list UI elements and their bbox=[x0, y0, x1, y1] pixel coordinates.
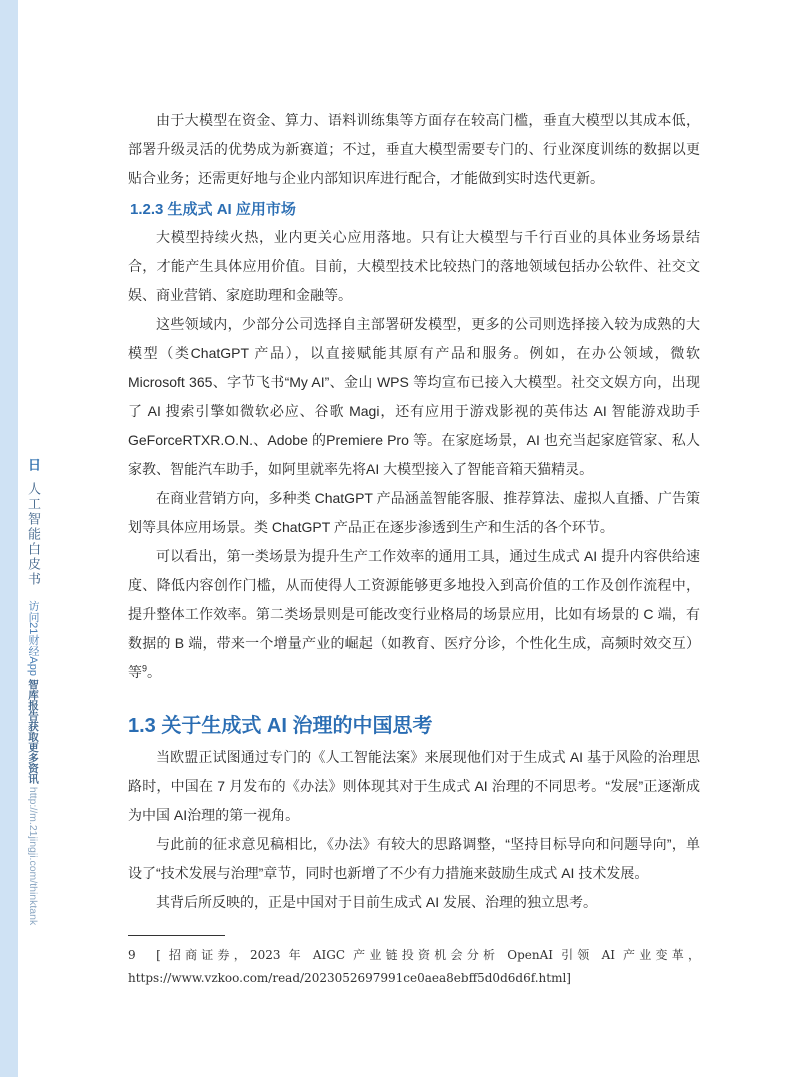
paragraph-end: 。 bbox=[147, 664, 162, 680]
visit-url[interactable]: http://m.21jingji.com/thinktank bbox=[27, 784, 39, 926]
section-heading-1-2-3: 1.2.3 生成式 AI 应用市场 bbox=[130, 201, 296, 218]
footnote-ref[interactable]: 9 bbox=[142, 663, 148, 674]
paragraph-text: 可以看出，第一类场景为提升生产工作效率的通用工具，通过生成式 AI 提升内容供给速度、降低内容创作门槛，从而使得人工资源能够更多地投入到高价值的工作及创作流程中，提升整体工作效率。第二类场景则是可能改变行业格局的场景应用，比如有场景的 C 端，有数据的 B 端，带来一个增量产业的崛起（如教育、医疗分诊，个性化生成，高频时效交互）等 bbox=[128, 548, 700, 680]
paragraph: 当欧盟正试图通过专门的《人工智能法案》来展现他们对于生成式 AI 基于风险的治理思路时，中国在 7 月发布的《办法》则体现其对于生成式 AI 治理的不同思考。“发展”正逐渐成为中国 AI治理的第一视角。 bbox=[128, 749, 700, 823]
paragraph: 其背后所反映的，正是中国对于目前生成式 AI 发展、治理的独立思考。 bbox=[156, 894, 598, 910]
visit-bold-text: 智库报告获取更多资讯 bbox=[27, 679, 39, 784]
publisher-logo: 日 bbox=[26, 458, 41, 471]
paragraph: 由于大模型在资金、算力、语料训练集等方面存在较高门槛，垂直大模型以其成本低，部署升级灵活的优势成为新赛道；不过，垂直大模型需要专门的、行业深度训练的数据以更贴合业务；还需更好地与企业内部知识库进行配合，才能做到实时迭代更新。 bbox=[128, 112, 700, 186]
section-heading-1-3: 1.3 关于生成式 AI 治理的中国思考 bbox=[128, 715, 433, 737]
paragraph: 这些领域内，少部分公司选择自主部署研发模型，更多的公司则选择接入较为成熟的大模型（类ChatGPT 产品），以直接赋能其原有产品和服务。例如，在办公领域，微软 Microsoft 365、字节飞书“My AI”、金山 WPS 等均宣布已接入大模型。社交文娱方向，出现了 AI 搜索引擎如微软必应、谷歌 Magi，还有应用于游戏影视的英伟达 AI 智能游戏助手 GeForceRTXR.O.N.、Adobe 的Premiere Pro 等。在家庭场景，AI 也充当起家庭管家、私人家教、智能汽车助手，如阿里就率先将AI 大模型接入了智能音箱天猫精灵。 bbox=[128, 316, 700, 477]
footnote-divider bbox=[128, 935, 225, 936]
paragraph: 与此前的征求意见稿相比，《办法》有较大的思路调整，“坚持目标导向和问题导向”，单设了“技术发展与治理”章节，同时也新增了不少有力措施来鼓励生成式 AI 技术发展。 bbox=[128, 836, 700, 881]
visit-text: 访问21财经App bbox=[27, 600, 39, 679]
page-body bbox=[128, 106, 700, 990]
footnote: 9 [ 招商证券，2023 年 AIGC 产业链投资机会分析 OpenAI 引领 AI 产业变革，https://www.vzkoo.com/read/2023052697991ce0aea8ebff5d0d6d6f.html] bbox=[128, 948, 700, 985]
side-band bbox=[0, 0, 18, 1077]
paragraph: 在商业营销方向，多种类 ChatGPT 产品涵盖智能客服、推荐算法、虚拟人直播、广告策划等具体应用场景。类 ChatGPT 产品正在逐步渗透到生产和生活的各个环节。 bbox=[128, 490, 700, 535]
publication-title: 人工智能白皮书 bbox=[26, 482, 41, 588]
side-banner bbox=[25, 458, 41, 925]
paragraph bbox=[128, 542, 700, 687]
paragraph: 大模型持续火热，业内更关心应用落地。只有让大模型与千行百业的具体业务场景结合，才能产生具体应用价值。目前，大模型技术比较热门的落地领域包括办公软件、社交文娱、商业营销、家庭助理和金融等。 bbox=[128, 229, 700, 303]
